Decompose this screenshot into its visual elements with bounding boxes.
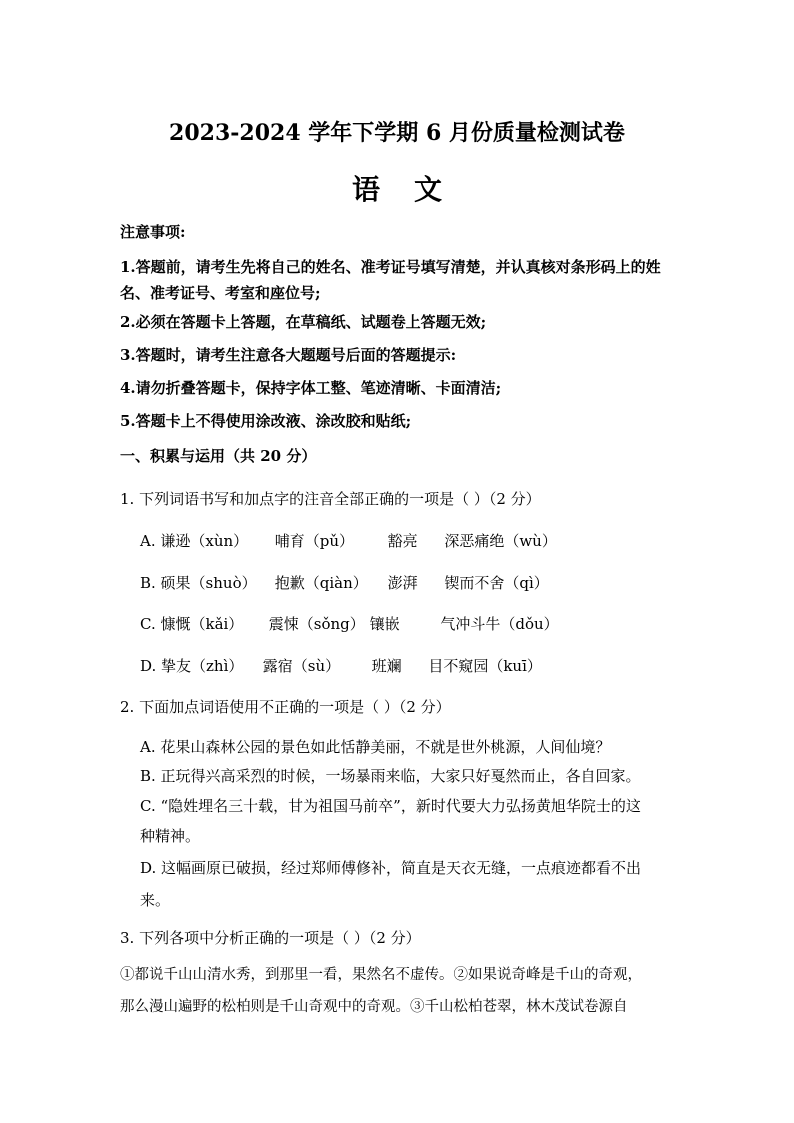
question-1-stem: 1. 下列词语书写和加点字的注音全部正确的一项是（ ）（2 分） <box>120 490 541 508</box>
note-item-3: 3.答题时，请考生注意各大题题号后面的答题提示: <box>120 346 457 364</box>
exam-title: 2023-2024 学年下学期 6 月份质量检测试卷 <box>169 120 625 146</box>
q1-a-word-1: A. 谦逊（xùn） <box>140 532 249 550</box>
q1-b-word-4: 锲而不舍（qì） <box>444 574 549 592</box>
q2-option-c: C. “隐姓埋名三十载，甘为祖国马前卒”，新时代要大力弘扬黄旭华院士的这 <box>140 797 641 815</box>
question-3-stem: 3. 下列各项中分析正确的一项是（ ）（2 分） <box>120 929 421 947</box>
q1-d-word-3: 班斓 <box>371 657 402 675</box>
q1-option-d <box>140 654 685 678</box>
note-item-5: 5.答题卡上不得使用涂改液、涂改胶和贴纸; <box>120 412 412 430</box>
subject-title: 语文 <box>351 173 476 206</box>
section-heading: 一、积累与运用（共 20 分） <box>120 447 317 465</box>
q2-option-d: D. 这幅画原已破损，经过郑师傅修补，简直是天衣无缝，一点痕迹都看不出 <box>140 859 642 877</box>
q1-option-b <box>140 571 685 595</box>
q1-b-word-2: 抱歉（qiàn） <box>274 574 368 592</box>
q1-option-c <box>140 612 685 636</box>
q1-c-word-3: 镶嵌 <box>369 615 400 633</box>
q1-d-word-4: 目不窥园（kuī） <box>428 657 542 675</box>
q3-passage-line-2: 那么漫山遍野的松柏则是千山奇观中的奇观。③千山松柏苍翠，林木茂试卷源自 <box>120 999 628 1015</box>
q2-option-b: B. 正玩得兴高采烈的时候，一场暴雨来临，大家只好戛然而止，各自回家。 <box>140 767 641 785</box>
q3-passage-line-1: ①都说千山山清水秀，到那里一看，果然名不虚传。②如果说奇峰是千山的奇观， <box>120 967 642 983</box>
q2-option-d-cont: 来。 <box>140 891 171 909</box>
q2-option-c-cont: 种精神。 <box>140 827 201 845</box>
note-item-1: 1.答题前，请考生先将自己的姓名、准考证号填写清楚，并认真核对条形码上的姓名、准考证号、考室和座位号; <box>120 258 661 302</box>
q1-a-word-2: 哺育（pǔ） <box>274 532 355 550</box>
q1-c-word-4: 气冲斗牛（dǒu） <box>440 615 559 633</box>
q1-c-word-2: 震悚（sǒng） <box>268 615 365 633</box>
q1-d-word-1: D. 挚友（zhì） <box>140 657 244 675</box>
q1-option-a <box>140 529 685 553</box>
question-2-stem: 2. 下面加点词语使用不正确的一项是（ ）（2 分） <box>120 698 451 716</box>
q1-c-word-1: C. 慷慨（kǎi） <box>140 615 244 633</box>
q1-a-word-4: 深恶痛绝（wù） <box>444 532 557 550</box>
q1-b-word-3: 澎湃 <box>387 574 418 592</box>
q2-option-a: A. 花果山森林公园的景色如此恬静美丽，不就是世外桃源，人间仙境？ <box>140 738 611 756</box>
q1-d-word-2: 露宿（sù） <box>262 657 341 675</box>
q1-a-word-3: 豁亮 <box>387 532 418 550</box>
notes-heading: 注意事项: <box>120 223 186 241</box>
note-item-2: 2.必须在答题卡上答题，在草稿纸、试题卷上答题无效; <box>120 313 487 331</box>
q1-b-word-1: B. 硕果（shuò） <box>140 574 257 592</box>
note-item-4: 4.请勿折叠答题卡，保持字体工整、笔迹清晰、卡面清洁; <box>120 379 502 397</box>
